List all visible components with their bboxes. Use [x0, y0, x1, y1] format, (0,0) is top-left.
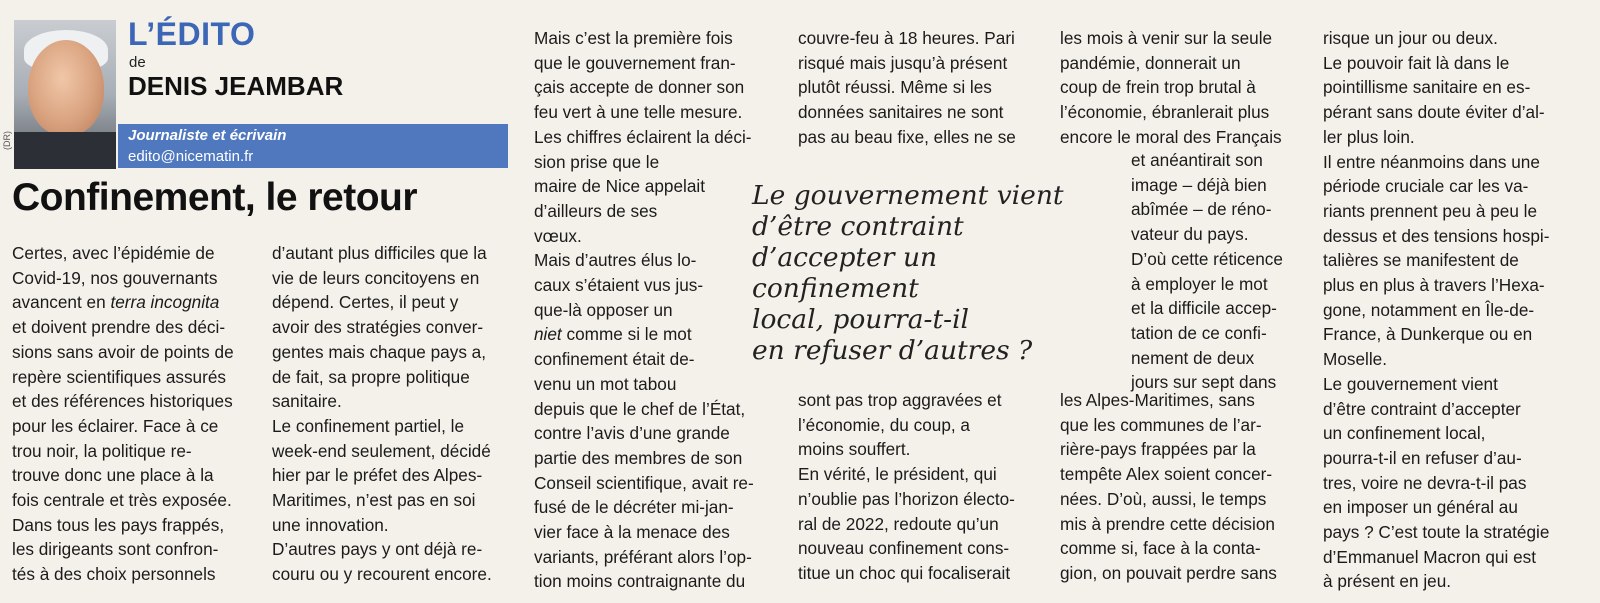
column-4-top: couvre-feu à 18 heures. Pari risqué mais jusqu’à présent plutôt réussi. Même si les données sanitaires ne sont pas au beau fixe, elles ne se: [798, 28, 1016, 147]
author-name: DENIS JEAMBAR: [128, 71, 344, 101]
byline-de: de: [129, 54, 146, 71]
column-6: risque un jour ou deux. Le pouvoir fait là dans le pointillisme sanitaire en es- pérant sans doute éviter d’al- ler plus loin. Il entre néanmoins dans une période cruciale car les va- riants prennent peu à peu le dessus et des tensions hospi- talières se manifestent de plus en plus à travers l’Hexa- gone, notamment en Île-de- France, à Dunkerque ou en Moselle. Le gouvernement vient d’être contraint d’accepter un confinement local, pourra-t-il en refuser d’au- tres, voire ne devra-t-il pas en imposer un général au pays ? C’est toute la stratégie d’Emmanuel Macron qui est à présent en jeu.: [1323, 28, 1550, 592]
article-title: Confinement, le retour: [12, 176, 418, 219]
column-5-bottom: les Alpes-Maritimes, sans que les communes de l’ar- rière-pays frappées par la tempête Alex soient concer- nées. D’où, aussi, le temps mis à prendre cette décision comme si, face à la conta- gion, on pouvait perdre sans: [1060, 390, 1277, 583]
face-shape: [28, 40, 104, 136]
pull-quote: Le gouvernement vient d’être contraint d’accepter un confinement local, pourra-t-il en refuser d’autres ?: [752, 180, 1064, 366]
column-4-bottom: sont pas trop aggravées et l’économie, du coup, a moins souffert. En vérité, le président, qui n’oublie pas l’horizon électo- ral de 2022, redoute qu’un nouveau confinement cons- titue un choc qui focaliserait: [798, 390, 1015, 583]
emphasis-niet: niet: [534, 324, 562, 345]
column-3: Mais c’est la première fois que le gouvernement fran- çais accepte de donner son feu vert à une telle mesure. Les chiffres éclairent la déci- sion prise que le maire de Nice appelait d’ailleurs de ses vœux. Mais d’autres élus lo- caux s’étaient vus jus- que-là opposer un niet comme si le mot confinement était de- venu un mot tabou depuis que le chef de l’État, contre l’avis d’une grande partie des membres de son Conseil scientifique, avait re- fusé de le décréter mi-jan- vier face à la menace des variants, préférant alors l’op- tion moins contraignante du: [534, 28, 754, 592]
column-5-top: les mois à venir sur la seule pandémie, donnerait un coup de frein trop brutal à l’économie, ébranlerait plus encore le moral des Français: [1060, 28, 1282, 147]
column-1: Certes, avec l’épidémie de Covid-19, nos gouvernants avancent en terra incognita et doivent prendre des déci- sions sans avoir de points de repère scientifiques assurés et des références historiques pour les éclairer. Face à ce trou noir, la politique re- trouve donc une place à la fois centrale et très exposée. Dans tous les pays frappés, les dirigeants sont confron- tés à des choix personnels: [12, 243, 234, 585]
author-role: Journaliste et écrivain: [128, 127, 287, 144]
photo-credit: (DR): [2, 131, 12, 150]
author-photo: [14, 20, 116, 169]
shirt-shape: [14, 132, 116, 169]
emphasis-terra-incognita: terra incognita: [110, 292, 220, 313]
author-email: edito@nicematin.fr: [128, 148, 254, 165]
section-kicker: L’ÉDITO: [128, 16, 256, 52]
author-info-bar: [118, 124, 508, 168]
column-5-middle: et anéantirait son image – déjà bien abîmée – de réno- vateur du pays. D’où cette réticence à employer le mot et la difficile accep- tation de ce confi- nement de deux jours sur sept dans: [1131, 150, 1283, 393]
column-2: d’autant plus difficiles que la vie de leurs concitoyens en dépend. Certes, il peut y avoir des stratégies conver- gentes mais chaque pays a, de fait, sa propre politique sanitaire. Le confinement partiel, le week-end seulement, décidé hier par le préfet des Alpes- Maritimes, n’est pas en soi une innovation. D’autres pays y ont déjà re- couru ou y recourent encore.: [272, 243, 492, 585]
